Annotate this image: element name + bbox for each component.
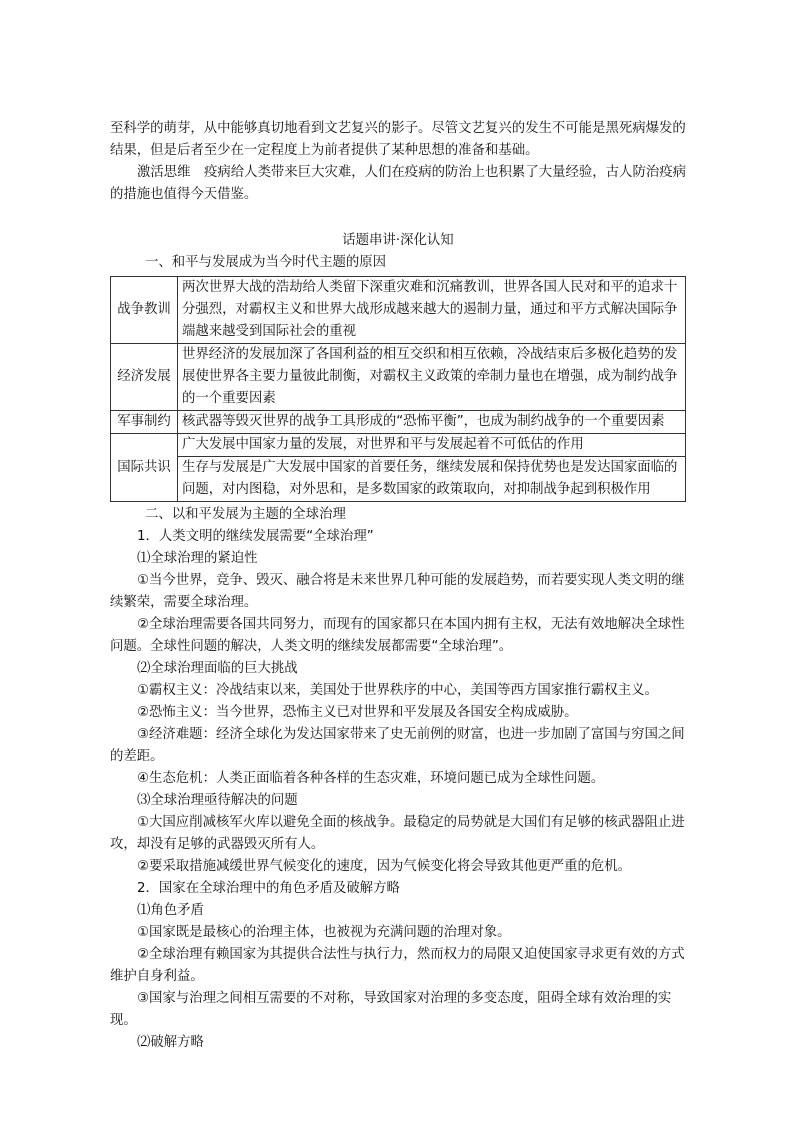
- content-line: ⑴角色矛盾: [137, 903, 204, 918]
- content-line: 2．国家在全球治理中的角色矛盾及破解方略: [137, 881, 400, 896]
- content-line: ③经济难题：经济全球化为发达国家带来了史无前例的财富，也进一步加剧了富国与穷国之间的差距。: [110, 727, 685, 764]
- table-row: [111, 457, 686, 502]
- document-page: [110, 118, 686, 1054]
- content-line: 1．人类文明的继续发展需要“全球治理”: [137, 529, 374, 544]
- content-line: ①霸权主义：冷战结束以来，美国处于世界秩序的中心，美国等西方国家推行霸权主义。: [137, 683, 658, 698]
- content-line: ②恐怖主义：当今世界，恐怖主义已对世界和平发展及各国安全构成威胁。: [137, 705, 578, 720]
- section-title: 话题串讲·深化认知: [342, 233, 454, 248]
- row-head: 国际共识: [111, 434, 178, 502]
- table-row: [111, 411, 686, 434]
- content-line: ②全球治理需要各国共同努力，而现有的国家都只在本国内拥有主权，无法有效地解决全球性问题。全球性问题的解决，人类文明的继续发展都需要“全球治理”。: [110, 617, 685, 654]
- content-line: ⑴全球治理的紧迫性: [137, 551, 258, 566]
- content-line: ⑵破解方略: [137, 1035, 204, 1050]
- table-row: [111, 344, 686, 411]
- row-cell: 两次世界大战的浩劫给人类留下深重灾难和沉痛教训，世界各国人民对和平的追求十分强烈，对霸权主义和世界大战形成越来越大的遏制力量，通过和平方式解决国际争端越来越受到国际社会的重视: [178, 277, 686, 344]
- row-cell: 生存与发展是广大发展中国家的首要任务，继续发展和保持优势也是发达国家面临的问题，对内图稳，对外思和，是多数国家的政策取向，对抑制战争起到积极作用: [178, 457, 686, 502]
- activate-thinking-paragraph: 激活思维 疫病给人类带来巨大灾难，人们在疫病的防治上也积累了大量经验，古人防治疫病的措施也值得今天借鉴。: [110, 165, 687, 202]
- row-head: 战争教训: [111, 277, 178, 344]
- table-row: [111, 277, 686, 344]
- reasons-table: [110, 276, 686, 502]
- intro-paragraph: 至科学的萌芽，从中能够真切地看到文艺复兴的影子。尽管文艺复兴的发生不可能是黑死病爆发的结果，但是后者至少在一定程度上为前者提供了某种思想的准备和基础。: [110, 121, 686, 158]
- content-line: ⑶全球治理亟待解决的问题: [137, 793, 298, 808]
- content-line: ②全球治理有赖国家为其提供合法性与执行力，然而权力的局限又迫使国家寻求更有效的方式维护自身利益。: [110, 947, 685, 984]
- content-line: ④生态危机：人类正面临着各种各样的生态灾难，环境问题已成为全球性问题。: [137, 771, 605, 786]
- part1-title: 一、和平与发展成为当今时代主题的原因: [145, 255, 387, 270]
- content-line: ②要采取措施减缓世界气候变化的速度，因为气候变化将会导致其他更严重的危机。: [137, 859, 632, 874]
- row-cell: 广大发展中国家力量的发展，对世界和平与发展起着不可低估的作用: [178, 434, 686, 457]
- content-line: ①国家既是最核心的治理主体，也被视为充满问题的治理对象。: [137, 925, 511, 940]
- table-row: [111, 434, 686, 457]
- content-line: ③国家与治理之间相互需要的不对称，导致国家对治理的多变态度，阻碍全球有效治理的实现。: [110, 991, 672, 1028]
- row-cell: 世界经济的发展加深了各国利益的相互交织和相互依赖，冷战结束后多极化趋势的发展使世界各主要力量彼此制衡，对霸权主义政策的牵制力量也在增强，成为制约战争的一个重要因素: [178, 344, 686, 411]
- content-line: ①大国应削减核军火库以避免全面的核战争。最稳定的局势就是大国们有足够的核武器阻止进攻，却没有足够的武器毁灭所有人。: [110, 815, 685, 852]
- content-line: ⑵全球治理面临的巨大挑战: [137, 661, 298, 676]
- row-head: 军事制约: [111, 411, 178, 434]
- row-cell: 核武器等毁灭世界的战争工具形成的“恐怖平衡”，也成为制约战争的一个重要因素: [178, 411, 686, 434]
- part2-title: 二、以和平发展为主题的全球治理: [145, 507, 346, 522]
- row-head: 经济发展: [111, 344, 178, 411]
- content-line: ①当今世界，竞争、毁灭、融合将是未来世界几种可能的发展趋势，而若要实现人类文明的继续繁荣，需要全球治理。: [110, 573, 685, 610]
